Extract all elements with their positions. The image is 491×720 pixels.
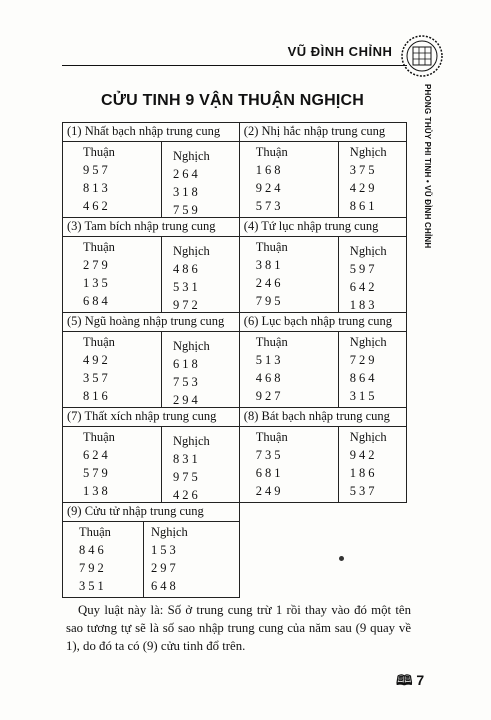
- number-row: 957: [83, 163, 111, 177]
- number-row: 246: [255, 276, 284, 290]
- box-heading: (7) Thất xích nhập trung cung: [63, 408, 240, 427]
- number-row: 831: [173, 452, 201, 466]
- thuan-column: [83, 240, 115, 310]
- thuan-column: [256, 335, 288, 405]
- number-row: 753: [173, 375, 201, 389]
- number-row: 468: [255, 371, 284, 385]
- nghich-column: [173, 145, 210, 219]
- box-body: [63, 142, 240, 218]
- number-row: 792: [79, 561, 107, 575]
- number-row: 648: [151, 579, 179, 593]
- thuan-label: Thuận: [255, 430, 288, 444]
- book-icon: 🕮: [396, 672, 413, 688]
- box-body: [63, 522, 240, 598]
- number-row: 924: [255, 181, 284, 195]
- box-body: [239, 427, 406, 503]
- column-divider: [338, 332, 339, 407]
- thuan-label: Thuận: [83, 145, 115, 159]
- thuan-column: [83, 335, 115, 405]
- nghich-label: Nghịch: [173, 149, 210, 163]
- number-row: 861: [349, 199, 378, 213]
- empty-cell: [239, 522, 406, 598]
- column-divider: [161, 332, 162, 407]
- body-paragraph: [66, 601, 411, 655]
- side-running-title: PHONG THỦY PHI TINH • VŨ ĐÌNH CHỈNH: [423, 84, 432, 249]
- thuan-column: [256, 145, 288, 215]
- thuan-label: Thuận: [83, 335, 115, 349]
- box-heading: (4) Tứ lục nhập trung cung: [239, 218, 406, 237]
- number-row: 513: [255, 353, 284, 367]
- thuan-label: Thuận: [83, 240, 115, 254]
- box-heading: (3) Tam bích nhập trung cung: [63, 218, 240, 237]
- number-row: 357: [83, 371, 111, 385]
- thuan-column: [79, 525, 111, 595]
- author-header: VŨ ĐÌNH CHỈNH: [287, 44, 393, 59]
- number-row: 816: [83, 389, 111, 403]
- box-body: [239, 237, 406, 313]
- number-row: 684: [83, 294, 111, 308]
- number-row: 168: [255, 163, 284, 177]
- bagua-logo-icon: [400, 34, 444, 78]
- number-row: 573: [255, 199, 284, 213]
- nghich-column: [350, 240, 387, 314]
- number-row: 681: [255, 466, 284, 480]
- number-row: 294: [173, 393, 201, 407]
- box-heading: (8) Bát bạch nhập trung cung: [239, 408, 406, 427]
- number-row: 864: [349, 371, 378, 385]
- number-row: 624: [83, 448, 111, 462]
- nghich-column: [151, 525, 188, 595]
- box-body: [63, 427, 240, 503]
- column-divider: [161, 142, 162, 217]
- number-row: 186: [349, 466, 378, 480]
- number-row: 942: [349, 448, 378, 462]
- number-row: 972: [173, 298, 201, 312]
- thuan-label: Thuận: [255, 240, 288, 254]
- number-row: 759: [173, 203, 201, 217]
- thuan-label: Thuận: [83, 430, 115, 444]
- nghich-column: [173, 240, 210, 314]
- number-row: 183: [349, 298, 378, 312]
- stray-dot: [339, 556, 344, 561]
- empty-cell: [239, 503, 406, 522]
- nghich-label: Nghịch: [349, 145, 387, 159]
- box-body: [239, 142, 406, 218]
- nghich-label: Nghịch: [173, 244, 210, 258]
- nghich-label: Nghịch: [349, 244, 387, 258]
- number-row: 975: [173, 470, 201, 484]
- column-divider: [143, 522, 144, 597]
- thuan-column: [256, 430, 288, 500]
- box-heading: (9) Cửu tử nhập trung cung: [63, 503, 240, 522]
- thuan-label: Thuận: [79, 525, 111, 539]
- box-heading: (1) Nhất bạch nhập trung cung: [63, 123, 240, 142]
- number-row: 297: [151, 561, 179, 575]
- number-row: 735: [255, 448, 284, 462]
- number-row: 597: [349, 262, 378, 276]
- number-row: 795: [255, 294, 284, 308]
- number-row: 375: [349, 163, 378, 177]
- number-row: 315: [349, 389, 378, 403]
- star-table: [62, 122, 407, 598]
- number-row: 318: [173, 185, 201, 199]
- box-heading: (5) Ngũ hoàng nhập trung cung: [63, 313, 240, 332]
- page-number: [396, 670, 424, 694]
- column-divider: [161, 427, 162, 502]
- box-heading: (6) Lục bạch nhập trung cung: [239, 313, 406, 332]
- box-body: [63, 237, 240, 313]
- nghich-label: Nghịch: [349, 430, 387, 444]
- number-row: 426: [173, 488, 201, 502]
- number-row: 153: [151, 543, 179, 557]
- number-row: 135: [83, 276, 111, 290]
- thuan-label: Thuận: [255, 145, 288, 159]
- number-row: 642: [349, 280, 378, 294]
- number-row: 486: [173, 262, 201, 276]
- number-row: 462: [83, 199, 111, 213]
- nghich-label: Nghịch: [349, 335, 387, 349]
- box-body: [239, 332, 406, 408]
- nghich-column: [350, 430, 387, 500]
- number-row: 846: [79, 543, 107, 557]
- column-divider: [338, 142, 339, 217]
- nghich-column: [350, 145, 387, 215]
- number-row: 531: [173, 280, 201, 294]
- nghich-label: Nghịch: [173, 339, 210, 353]
- number-row: 264: [173, 167, 201, 181]
- thuan-column: [83, 430, 115, 500]
- box-heading: (2) Nhị hắc nhập trung cung: [239, 123, 406, 142]
- number-row: 279: [83, 258, 111, 272]
- nghich-column: [350, 335, 387, 405]
- page-number-value: 7: [416, 672, 425, 688]
- number-row: 381: [255, 258, 284, 272]
- column-divider: [161, 237, 162, 312]
- number-row: 618: [173, 357, 201, 371]
- column-divider: [338, 427, 339, 502]
- number-row: 729: [349, 353, 378, 367]
- column-divider: [338, 237, 339, 312]
- number-row: 927: [255, 389, 284, 403]
- paragraph-text: Quy luật này là: Số ở trung cung trừ 1 rồi thay vào đó một tên sao tương tự sẽ là số sao nhập trung cung của năm sau (9 quay về 1), do đó ta có (9) cửu tinh đổ trên.: [66, 603, 411, 653]
- nghich-column: [173, 430, 210, 504]
- nghich-label: Nghịch: [151, 525, 188, 539]
- page-title: CỬU TINH 9 VẬN THUẬN NGHỊCH: [100, 92, 365, 109]
- number-row: 351: [79, 579, 107, 593]
- number-row: 429: [349, 181, 378, 195]
- thuan-column: [256, 240, 288, 310]
- number-row: 579: [83, 466, 111, 480]
- number-row: 537: [349, 484, 378, 498]
- box-body: [63, 332, 240, 408]
- number-row: 813: [83, 181, 111, 195]
- number-row: 249: [255, 484, 284, 498]
- number-row: 492: [83, 353, 111, 367]
- thuan-label: Thuận: [255, 335, 288, 349]
- nghich-column: [173, 335, 210, 409]
- number-row: 138: [83, 484, 111, 498]
- nghich-label: Nghịch: [173, 434, 210, 448]
- thuan-column: [83, 145, 115, 215]
- header-rule: [62, 65, 407, 66]
